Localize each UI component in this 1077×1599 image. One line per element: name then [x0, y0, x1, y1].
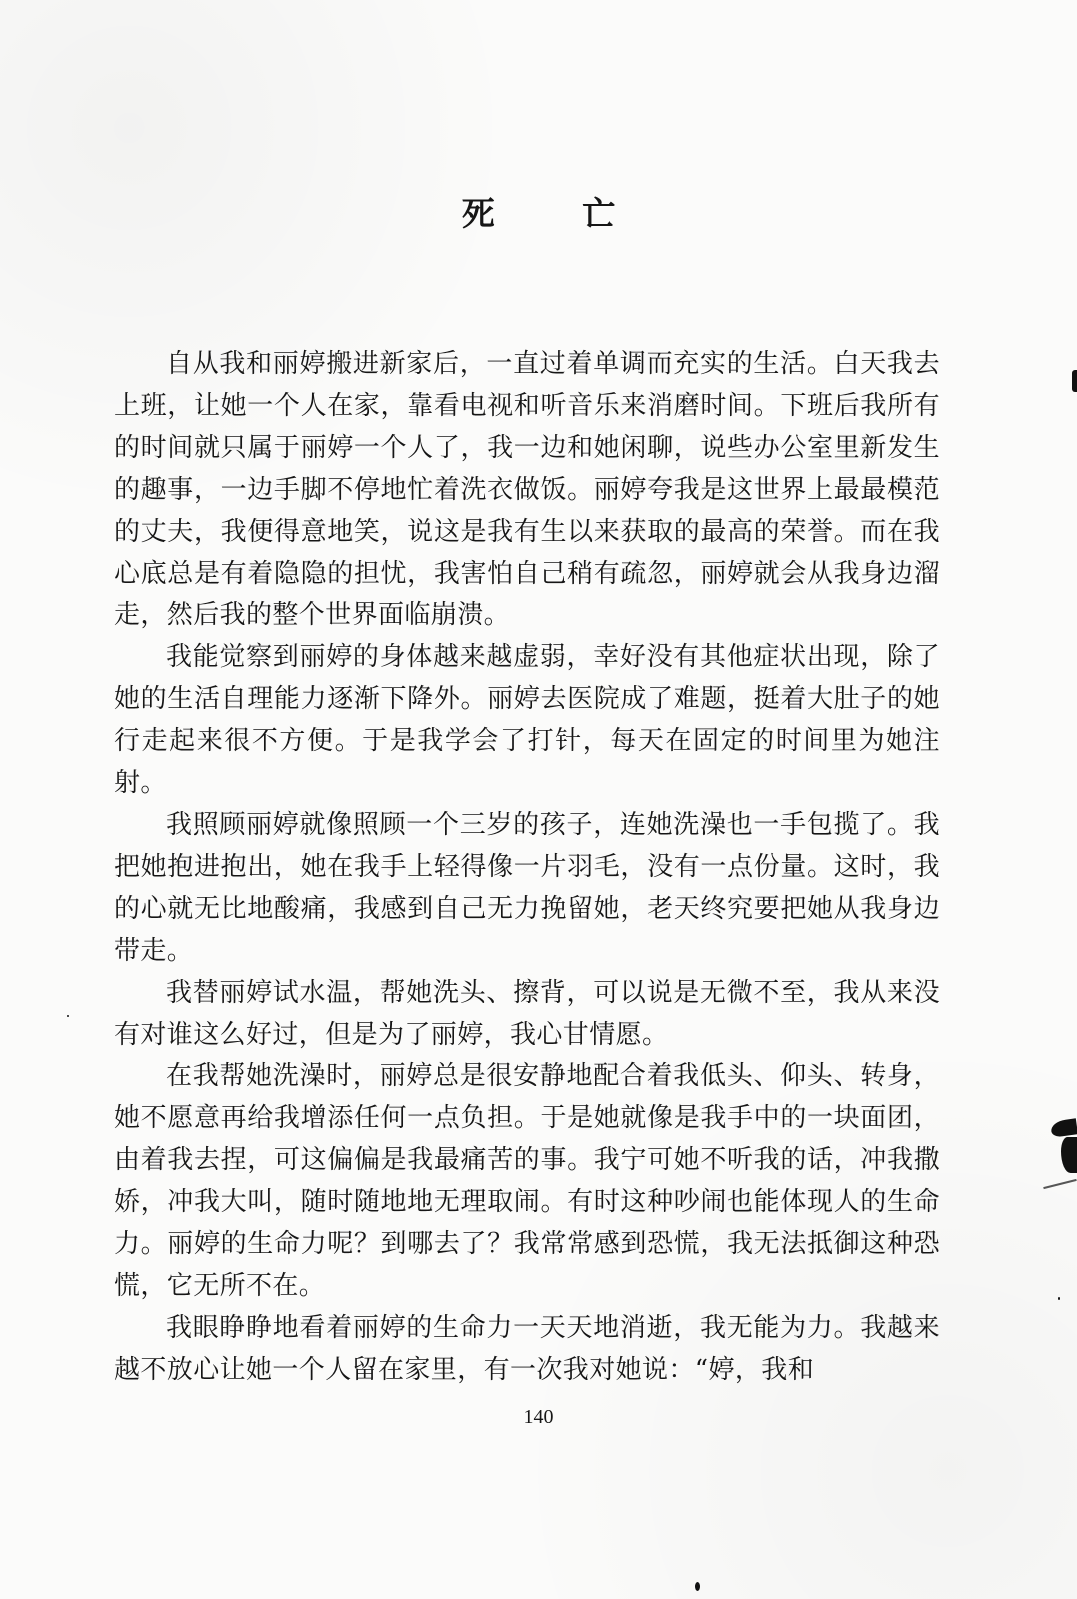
scan-edge-mark — [1072, 370, 1077, 392]
chapter-body — [114, 344, 940, 1392]
paragraph: 我能觉察到丽婷的身体越来越虚弱，幸好没有其他症状出现，除了她的生活自理能力逐渐下降外。丽婷去医院成了难题，挺着大肚子的她行走起来很不方便。于是我学会了打针，每天在固定的时间里为她注射。 — [114, 642, 940, 799]
paragraph: 自从我和丽婷搬进新家后，一直过着单调而充实的生活。白天我去上班，让她一个人在家，靠看电视和听音乐来消磨时间。下班后我所有的时间就只属于丽婷一个人了，我一边和她闲聊，说些办公室里新发生的趣事，一边手脚不停地忙着洗衣做饭。丽婷夸我是这世界上最最模范的丈夫，我便得意地笑，说这是我有生以来获取的最高的荣誉。而在我心底总是有着隐隐的担忧，我害怕自己稍有疏忽，丽婷就会从我身边溜走，然后我的整个世界面临崩溃。 — [114, 349, 940, 631]
scan-speck — [695, 1582, 700, 1591]
paragraph: 我替丽婷试水温，帮她洗头、擦背，可以说是无微不至，我从来没有对谁这么好过，但是为了丽婷，我心甘情愿。 — [114, 977, 940, 1050]
paragraph: 我照顾丽婷就像照顾一个三岁的孩子，连她洗澡也一手包揽了。我把她抱进抱出，她在我手上轻得像一片羽毛，没有一点份量。这时，我的心就无比地酸痛，我感到自己无力挽留她，老天终究要把她从我身边带走。 — [114, 809, 940, 966]
scan-edge-mark — [1043, 1179, 1076, 1189]
scan-speck — [67, 1015, 69, 1017]
chapter-title: 死 亡 — [461, 194, 654, 233]
scan-edge-mark — [1050, 1118, 1077, 1137]
paragraph: 我眼睁睁地看着丽婷的生命力一天天地消逝，我无能为力。我越来越不放心让她一个人留在家里，有一次我对她说：“婷，我和 — [114, 1312, 940, 1385]
scan-speck — [1058, 1297, 1060, 1300]
page-number: 140 — [523, 1406, 554, 1428]
paragraph: 在我帮她洗澡时，丽婷总是很安静地配合着我低头、仰头、转身，她不愿意再给我增添任何一点负担。于是她就像是我手中的一块面团，由着我去捏，可这偏偏是我最痛苦的事。我宁可她不听我的话，冲我撒娇，冲我大叫，随时随地地无理取闹。有时这种吵闹也能体现人的生命力。丽婷的生命力呢？到哪去了？我常常感到恐慌，我无法抵御这种恐慌，它无所不在。 — [114, 1061, 940, 1301]
scan-edge-mark — [1061, 1137, 1077, 1173]
